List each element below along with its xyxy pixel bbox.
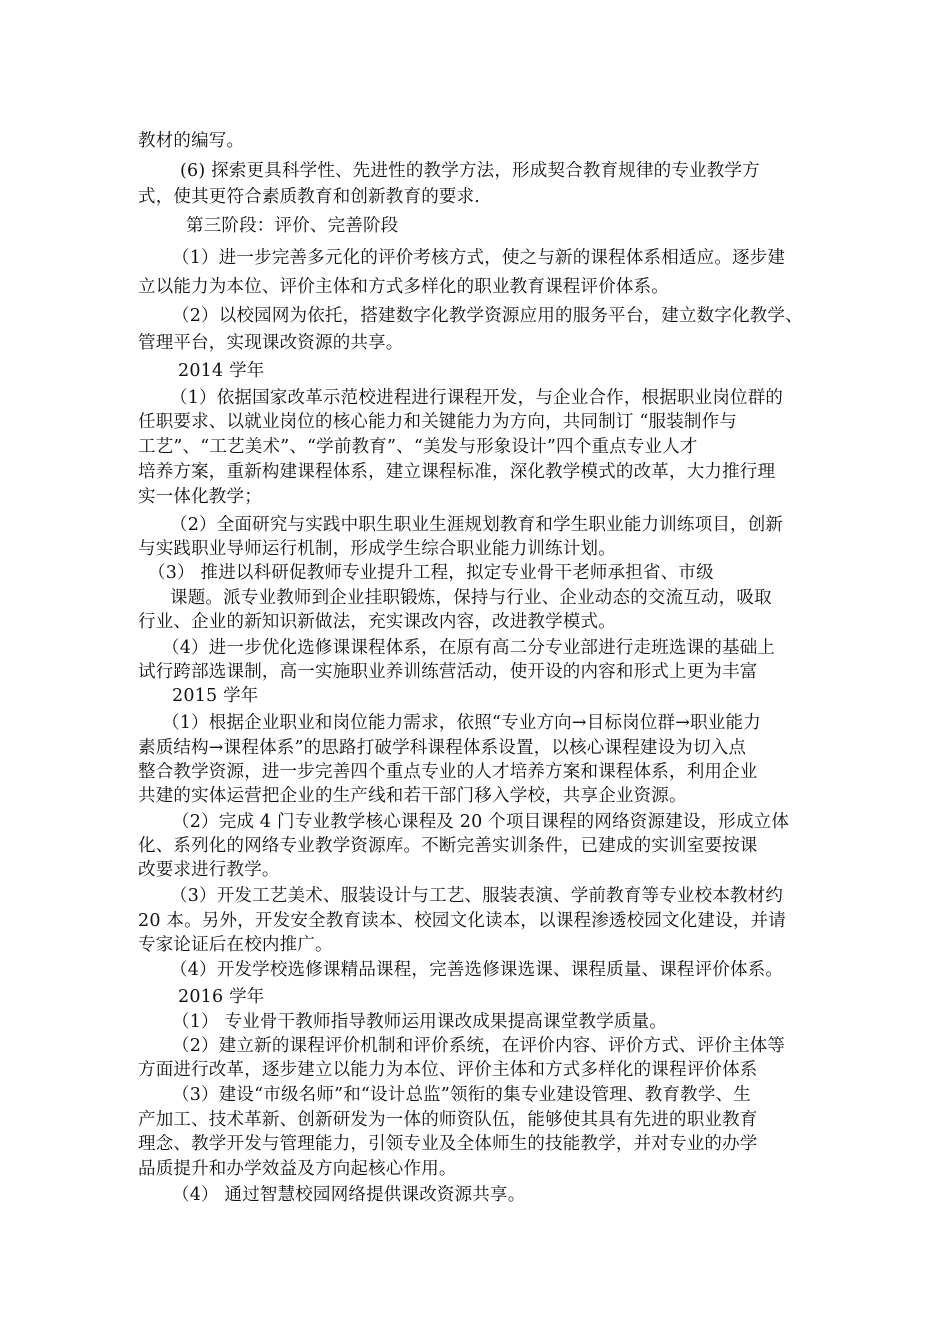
text-line: （2）全面研究与实践中职生职业生涯规划教育和学生职业能力训练项目，创新 (170, 515, 784, 535)
text-line: 理念、教学开发与管理能力，引领专业及全体师生的技能教学，并对专业的办学 (138, 1134, 758, 1154)
text-line: 培养方案，重新构建课程体系，建立课程标准，深化教学模式的改革，大力推行理 (138, 462, 776, 482)
text-line: （4）进一步优化选修课课程体系，在原有高二分专业部进行走班选课的基础上 (162, 638, 776, 658)
year-heading: 2016 学年 (178, 987, 265, 1007)
text-line: 专家论证后在校内推广。 (138, 935, 333, 955)
text-line: 立以能力为本位、评价主体和方式多样化的职业教育课程评价体系。 (138, 277, 669, 297)
text-line: 20 本。另外，开发安全教育读本、校园文化读本，以课程渗透校园文化建设，并请 (138, 911, 786, 931)
text-line: 教材的编写。 (138, 131, 245, 151)
section-heading: 第三阶段：评价、完善阶段 (186, 216, 399, 236)
text-line: （1）依据国家改革示范校进程进行课程开发，与企业合作，根据职业岗位群的 (170, 388, 784, 408)
text-line: 化、系列化的网络专业教学资源库。不断完善实训条件，已建成的实训室要按课 (138, 836, 758, 856)
text-line: 整合教学资源，进一步完善四个重点专业的人才培养方案和课程体系，利用企业 (138, 762, 758, 782)
text-line: 行业、企业的新知识新做法，充实课改内容，改进教学模式。 (138, 612, 616, 632)
text-line: （2）建立新的课程评价机制和评价系统，在评价内容、评价方式、评价主体等 (172, 1036, 786, 1056)
year-heading: 2015 学年 (172, 686, 259, 706)
text-line: （2）以校园网为依托，搭建数字化教学资源应用的服务平台，建立数字化教学、 (172, 306, 803, 326)
text-line: （1） 专业骨干教师指导教师运用课改成果提高课堂教学质量。 (172, 1012, 667, 1032)
text-line: 品质提升和办学效益及方向起核心作用。 (138, 1159, 457, 1179)
text-line: 共建的实体运营把企业的生产线和若干部门移入学校，共享企业资源。 (138, 786, 687, 806)
text-line: 管理平台，实现课改资源的共享。 (138, 333, 404, 353)
text-line: （2）完成 4 门专业教学核心课程及 20 个项目课程的网络资源建设，形成立体 (172, 812, 790, 832)
year-heading: 2014 学年 (178, 361, 265, 381)
text-line: 课题。派专业教师到企业挂职锻炼，保持与行业、企业动态的交流互动，吸取 (170, 588, 772, 608)
text-line: （1）根据企业职业和岗位能力需求，依照“专业方向→目标岗位群→职业能力 (162, 713, 761, 733)
text-line: 式，使其更符合素质教育和创新教育的要求. (138, 187, 481, 207)
text-line: 实一体化教学； (138, 487, 262, 507)
text-line: 方面进行改革，逐步建立以能力为本位、评价主体和方式多样化的课程评价体系 (138, 1060, 758, 1080)
text-line: （1）进一步完善多元化的评价考核方式，使之与新的课程体系相适应。逐步建 (172, 248, 786, 268)
text-line: 任职要求、以就业岗位的核心能力和关键能力为方向，共同制订 “服装制作与 (138, 412, 738, 432)
text-line: 试行跨部选课制，高一实施职业养训练营活动，使开设的内容和形式上更为丰富 (138, 662, 758, 682)
text-line: 素质结构→课程体系”的思路打破学科课程体系设置，以核心课程建设为切入点 (138, 738, 747, 758)
text-line: （3）开发工艺美术、服装设计与工艺、服装表演、学前教育等专业校本教材约 (170, 886, 784, 906)
text-line: （4） 通过智慧校园网络提供课改资源共享。 (172, 1185, 526, 1205)
text-line: 产加工、技术革新、创新研发为一体的师资队伍，能够使其具有先进的职业教育 (138, 1110, 758, 1130)
text-line: （3）建设“市级名师”和“设计总监”领衔的集专业建设管理、教育教学、生 (172, 1085, 751, 1105)
text-line: 改要求进行教学。 (138, 860, 280, 880)
text-line: （4）开发学校选修课精品课程，完善选修课选课、课程质量、课程评价体系。 (170, 960, 784, 980)
text-line: （3） 推进以科研促教师专业提升工程，拟定专业骨干老师承担省、市级 (148, 563, 714, 583)
text-line: 工艺”、“工艺美术”、“学前教育”、“美发与形象设计”四个重点专业人才 (138, 437, 698, 457)
text-line: (6) 探索更具科学性、先进性的教学方法，形成契合教育规律的专业教学方 (180, 161, 760, 181)
text-line: 与实践职业导师运行机制，形成学生综合职业能力训练计划。 (138, 539, 616, 559)
